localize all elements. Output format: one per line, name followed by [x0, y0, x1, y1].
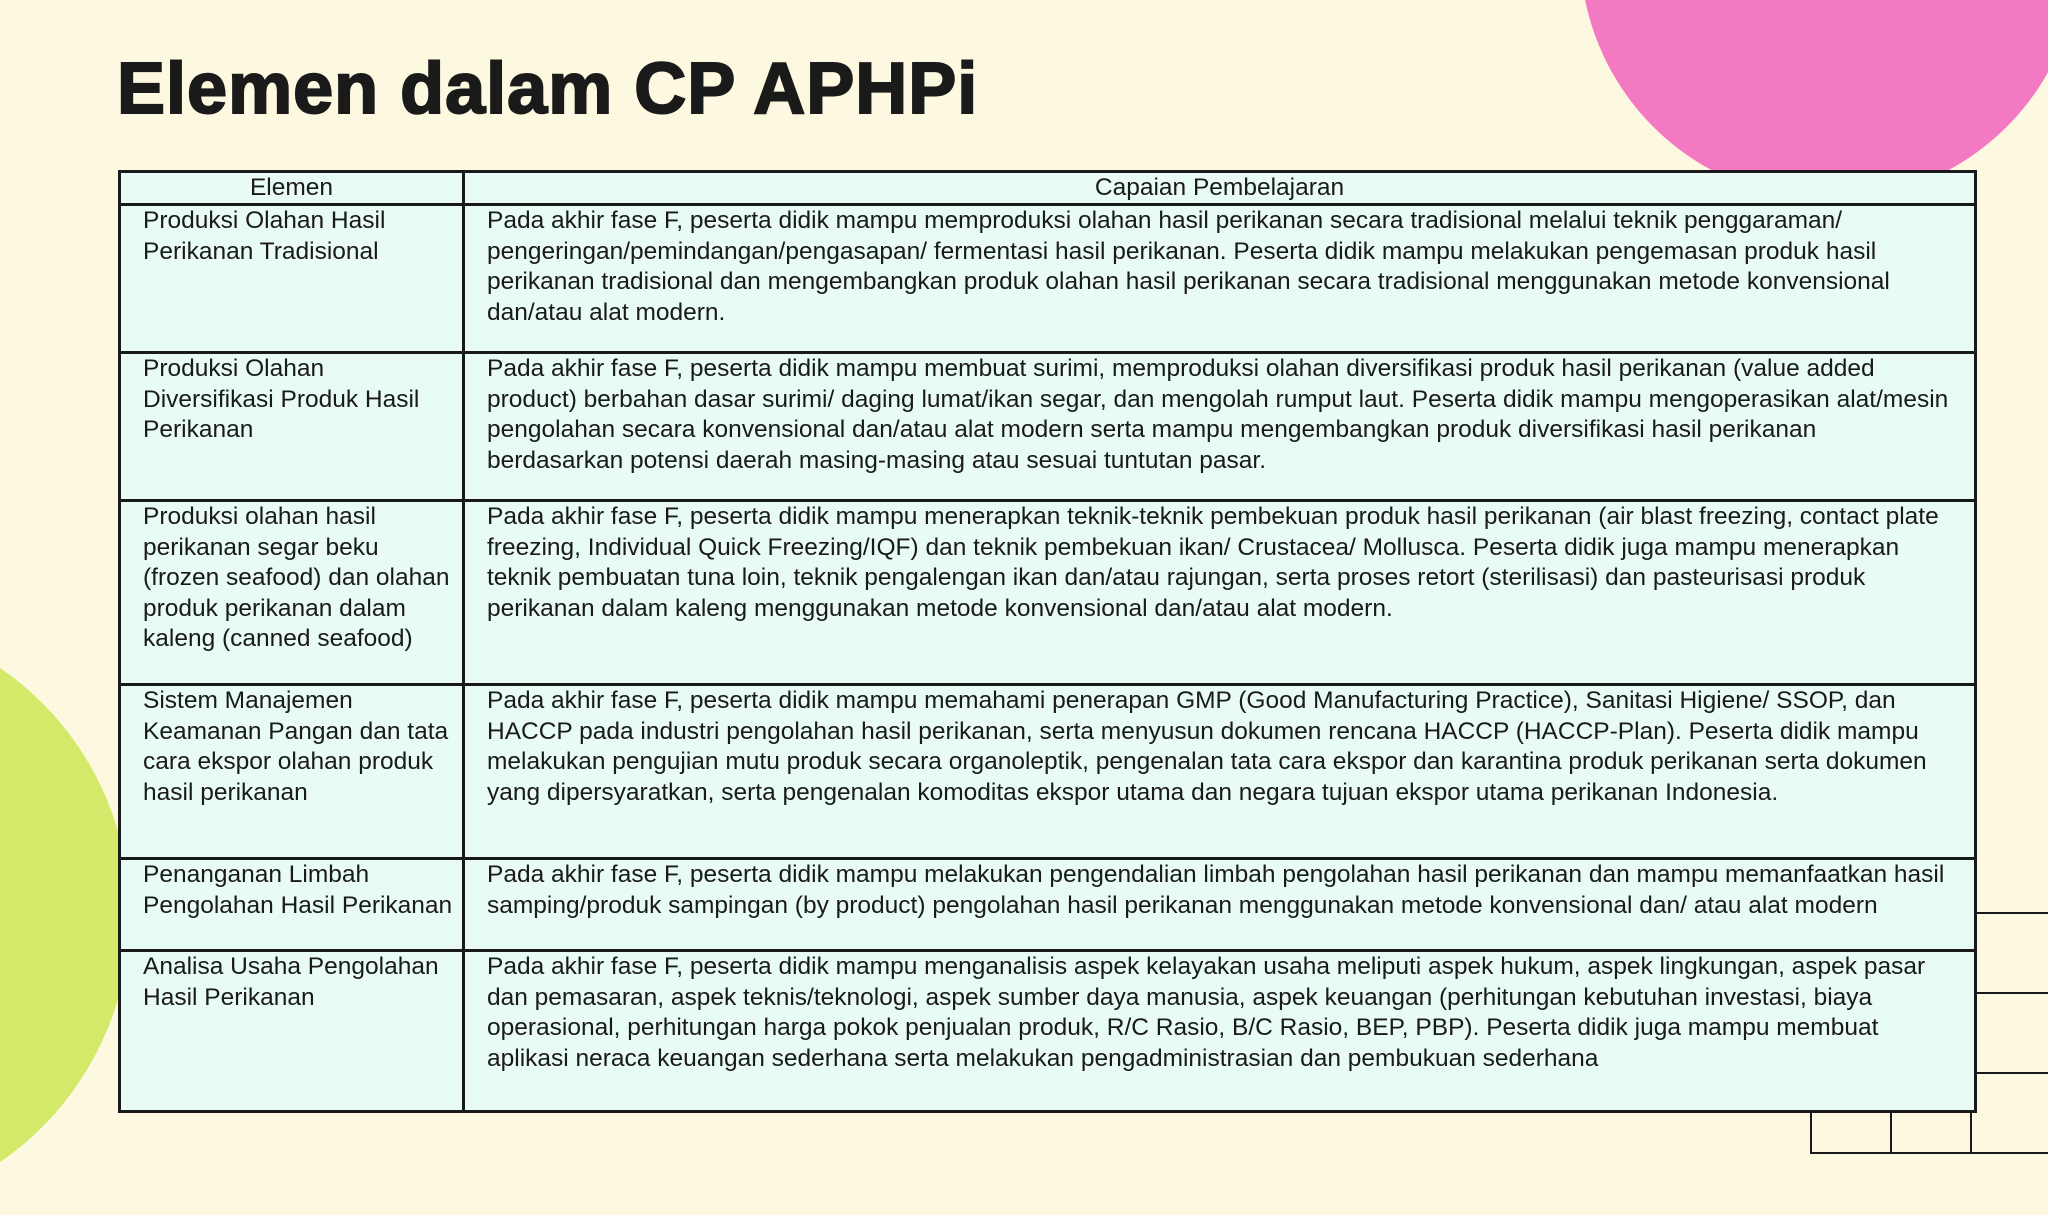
capaian-cell: Pada akhir fase F, peserta didik mampu menganalisis aspek kelayakan usaha meliputi aspek hukum, aspek lingkungan, aspek pasar dan pemasaran, aspek teknis/teknologi, aspek sumber daya manusia, aspek keuangan (perhitungan kebutuhan investasi, biaya operasional, perhitungan harga pokok penjualan produk, R/C Rasio, B/C Rasio, BEP, PBP). Peserta didik juga mampu membuat aplikasi neraca keuangan sederhana serta melakukan pengadministrasian dan pembukuan sederhana [464, 951, 1976, 1112]
elemen-cell: Produksi Olahan Hasil Perikanan Tradisional [120, 205, 464, 353]
grid-cell [1973, 912, 2048, 994]
table-row [120, 353, 1976, 501]
slide-title: Elemen dalam CP APHPi [117, 49, 979, 129]
table-row [120, 951, 1976, 1112]
green-circle-decoration [0, 615, 130, 1215]
elemen-cell: Produksi Olahan Diversifikasi Produk Hasil Perikanan [120, 353, 464, 501]
capaian-cell: Pada akhir fase F, peserta didik mampu melakukan pengendalian limbah pengolahan hasil perikanan dan mampu memanfaatkan hasil samping/produk sampingan (by product) pengolahan hasil perikanan menggunakan metode konvensional dan/ atau alat modern [464, 859, 1976, 951]
elemen-cell: Sistem Manajemen Keamanan Pangan dan tata cara ekspor olahan produk hasil perikanan [120, 685, 464, 859]
table-row [120, 501, 1976, 685]
capaian-cell: Pada akhir fase F, peserta didik mampu memahami penerapan GMP (Good Manufacturing Practice), Sanitasi Higiene/ SSOP, dan HACCP pada industri pengolahan hasil perikanan, serta menyusun dokumen rencana HACCP (HACCP-Plan). Peserta didik mampu melakukan pengujian mutu produk secara organoleptik, pengenalan tata cara ekspor dan karantina produk perikanan serta dokumen yang dipersyaratkan, serta pengenalan komoditas ekspor utama dan negara tujuan ekspor utama perikanan Indonesia. [464, 685, 1976, 859]
capaian-cell: Pada akhir fase F, peserta didik mampu memproduksi olahan hasil perikanan secara tradisional melalui teknik penggaraman/ pengeringan/pemindangan/pengasapan/ fermentasi hasil perikanan. Peserta didik mampu melakukan pengemasan produk hasil perikanan tradisional dan mengembangkan produk olahan hasil perikanan secara tradisional menggunakan metode konvensional dan/atau alat modern. [464, 205, 1976, 353]
cp-table [118, 170, 1977, 1113]
table-header-row [120, 172, 1976, 205]
elemen-cell: Analisa Usaha Pengolahan Hasil Perikanan [120, 951, 464, 1112]
header-elemen: Elemen [120, 172, 464, 205]
grid-cell [1970, 1072, 2048, 1154]
table-row [120, 205, 1976, 353]
table-row [120, 685, 1976, 859]
capaian-cell: Pada akhir fase F, peserta didik mampu menerapkan teknik-teknik pembekuan produk hasil perikanan (air blast freezing, contact plate freezing, Individual Quick Freezing/IQF) dan teknik pembekuan ikan/ Crustacea/ Mollusca. Peserta didik juga mampu menerapkan teknik pembuatan tuna loin, teknik pengalengan ikan dan/atau rajungan, serta proses retort (sterilisasi) dan pasteurisasi produk perikanan dalam kaleng menggunakan metode konvensional dan/atau alat modern. [464, 501, 1976, 685]
capaian-cell: Pada akhir fase F, peserta didik mampu membuat surimi, memproduksi olahan diversifikasi produk hasil perikanan (value added product) berbahan dasar surimi/ daging lumat/ikan segar, dan mengolah rumput laut. Peserta didik mampu mengoperasikan alat/mesin pengolahan secara konvensional dan/atau alat modern serta mampu mengembangkan produk diversifikasi hasil perikanan berdasarkan potensi daerah masing-masing atau sesuai tuntutan pasar. [464, 353, 1976, 501]
grid-cell [1973, 992, 2048, 1074]
header-capaian: Capaian Pembelajaran [464, 172, 1976, 205]
table-row [120, 859, 1976, 951]
elemen-cell: Produksi olahan hasil perikanan segar beku (frozen seafood) dan olahan produk perikanan dalam kaleng (canned seafood) [120, 501, 464, 685]
elemen-cell: Penanganan Limbah Pengolahan Hasil Perikanan [120, 859, 464, 951]
